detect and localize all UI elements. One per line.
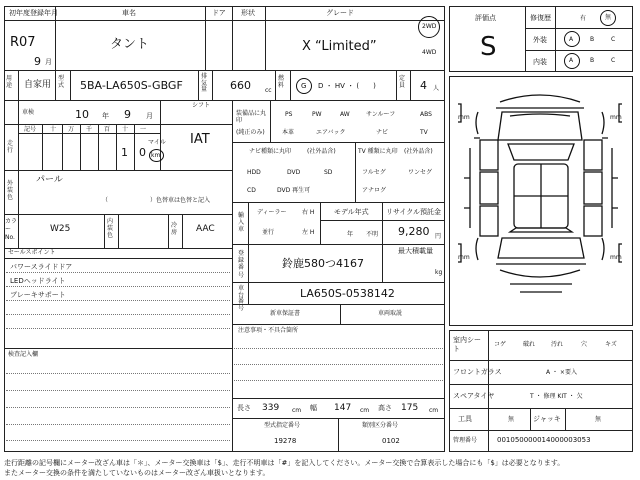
sales-point-label: セールスポイント <box>8 249 56 256</box>
type-no-label: 型式指定番号 <box>264 422 301 429</box>
import-left[interactable]: 左 H <box>302 229 315 236</box>
door-label: ドア <box>212 9 226 17</box>
spare-label: スペアタイヤ <box>453 392 495 400</box>
exterior-color: パール <box>36 175 63 185</box>
length-value: 339 <box>262 403 280 413</box>
interior-score-label: 内装 <box>533 58 547 66</box>
recycle-unit: 円 <box>435 233 442 240</box>
fuel-g: G <box>301 82 307 90</box>
tools-label: 工具 <box>458 415 472 423</box>
mileage-col-label: 一 <box>140 126 147 133</box>
inspection-year-unit: 年 <box>102 112 109 120</box>
equip-aw[interactable]: AW <box>340 111 350 118</box>
sales-point-item: パワースライドドア <box>10 263 73 271</box>
seat-item[interactable]: 穴 <box>581 341 588 348</box>
fuel-label: 燃料 <box>278 75 285 90</box>
capacity-value: 4 <box>420 79 427 92</box>
import-dealer[interactable]: ディーラー <box>257 209 287 216</box>
max-load-unit: kg <box>435 269 443 276</box>
mileage-col-label: 万 <box>68 126 75 133</box>
spare-value[interactable]: T ・ 修理 KIT ・ 欠 <box>530 393 583 400</box>
model-year-unit: 年 <box>347 231 354 238</box>
sales-point-item: ブレーキサポート <box>10 291 66 299</box>
class-no-value: 0102 <box>382 437 400 445</box>
first-reg-month: 9 <box>34 55 41 68</box>
navi-sd[interactable]: SD <box>324 169 333 176</box>
equip-abs[interactable]: ABS <box>420 111 432 118</box>
first-reg-label: 初年度登録年月 <box>9 9 58 17</box>
exterior-a[interactable]: A <box>569 36 574 43</box>
repair-yes[interactable]: 有 <box>580 15 587 22</box>
chassis-value: LA650S-0538142 <box>300 287 395 300</box>
first-reg-year: R07 <box>10 35 36 50</box>
model-year-value: 不明 <box>366 231 379 238</box>
inspector-label: 検査記入欄 <box>8 351 39 358</box>
type-no-value: 19278 <box>274 437 297 445</box>
height-value: 175 <box>401 403 419 413</box>
drive-4wd: 4WD <box>422 49 437 56</box>
tv-title-note: (社外品含) <box>404 148 433 155</box>
exterior-b[interactable]: B <box>590 36 595 43</box>
height-unit: cm <box>429 407 439 414</box>
inspection-month-unit: 月 <box>146 112 153 120</box>
mileage-col-label: 十 <box>50 126 57 133</box>
width-unit: cm <box>360 407 370 414</box>
jack-value[interactable]: 無 <box>595 416 602 423</box>
management-value: 001050000014000003053 <box>497 436 591 444</box>
ac-label: 冷房 <box>171 222 178 237</box>
equip-airbag[interactable]: エアバック <box>316 129 346 136</box>
model-type-label: 型式 <box>58 75 65 90</box>
tread-depth-label: mm <box>458 114 470 121</box>
tv-fullseg[interactable]: フルセグ <box>362 169 386 176</box>
repair-label: 修復歴 <box>530 14 551 22</box>
shift-label: シフト <box>192 102 211 109</box>
purpose-value: 自家用 <box>24 80 52 90</box>
seat-item[interactable]: コゲ <box>494 341 507 348</box>
import-right[interactable]: 右 H <box>302 209 315 216</box>
interior-seat-label: 室内シート <box>453 336 481 354</box>
jack-label: ジャッキ <box>533 415 561 423</box>
shift-value: IAT <box>190 132 210 147</box>
interior-a[interactable]: A <box>569 57 574 64</box>
equipment-title: 装備品に丸印 <box>236 110 267 125</box>
interior-c[interactable]: C <box>611 57 616 64</box>
equipment-title-note: (純正のみ) <box>236 129 265 136</box>
doc-warranty[interactable]: 新車保証書 <box>270 310 301 317</box>
plate-value: 鈴鹿580つ4167 <box>282 257 364 270</box>
inspection-month: 9 <box>124 108 131 121</box>
seat-item[interactable]: 破れ <box>523 341 536 348</box>
equip-leather[interactable]: 本革 <box>282 129 295 136</box>
navi-hdd[interactable]: HDD <box>247 169 261 176</box>
fuel-others: D ・ HV ・ ( ) <box>318 82 376 90</box>
windshield-value[interactable]: A ・ ×要入 <box>546 369 577 376</box>
tread-depth-label: mm <box>458 254 470 261</box>
exterior-score-label: 外装 <box>533 36 547 44</box>
mileage-unit-km: km <box>151 152 161 159</box>
management-label: 管理番号 <box>453 437 478 444</box>
navi-dvd[interactable]: DVD <box>287 169 301 176</box>
footer-note-1: 走行距離の記号欄にメーター改ざん車は「＊」、メーター交換車は「$」、走行不明車は「#」を記入してください。メーター交換で合算表示した場合にも「$」は必要となります。 <box>4 459 565 467</box>
repair-no[interactable]: 無 <box>605 14 612 21</box>
model-name: タント <box>110 37 150 52</box>
displacement-unit: cc <box>265 87 272 94</box>
mileage-unit-mile: マイル <box>148 139 166 146</box>
max-load-label: 最大積載量 <box>398 247 433 255</box>
tv-analog[interactable]: アナログ <box>362 187 387 194</box>
tools-value[interactable]: 無 <box>508 416 515 423</box>
windshield-label: フロントガラス <box>453 368 502 376</box>
class-no-label: 類別区分番号 <box>362 422 399 429</box>
capacity-unit: 人 <box>433 85 440 92</box>
equip-tv[interactable]: TV <box>420 129 428 136</box>
first-reg-month-unit: 月 <box>45 58 52 66</box>
score-label: 評価点 <box>475 14 496 22</box>
footer-note-2: またメーター交換の条件を満たしていないものはメーター改ざん車扱いとなります。 <box>4 469 270 477</box>
grade-label: グレード <box>326 9 354 17</box>
exterior-note: （ ）色替車は色替と記入 <box>102 197 211 204</box>
equip-navi[interactable]: ナビ <box>376 129 389 136</box>
import-label: 輸入車 <box>238 212 245 234</box>
import-parallel[interactable]: 並行 <box>262 229 275 236</box>
mileage-col-label: 百 <box>104 126 111 133</box>
seat-item[interactable]: キズ <box>605 341 617 348</box>
interior-b[interactable]: B <box>590 57 595 64</box>
width-value: 147 <box>334 403 352 413</box>
tread-depth-label: mm <box>610 114 622 121</box>
interior-color-label: 内装色 <box>107 218 114 240</box>
model-year-label: モデル年式 <box>334 208 369 216</box>
navi-dvd-play[interactable]: DVD 再生可 <box>277 187 311 194</box>
equip-ps[interactable]: PS <box>285 111 293 118</box>
shape-label: 形状 <box>241 9 255 17</box>
caution-label: 注意事項・不具合箇所 <box>238 327 299 334</box>
height-label: 高さ <box>378 404 392 412</box>
grade-value: X “Limited” <box>302 39 377 54</box>
tv-oneseg[interactable]: ワンセグ <box>408 169 433 176</box>
equip-sunroof[interactable]: サンルーフ <box>366 111 396 118</box>
mileage-col-label: 記号 <box>24 126 37 133</box>
tread-depth-label: mm <box>610 254 622 261</box>
chassis-label: 車台番号 <box>238 285 245 312</box>
mileage-label: 走行 <box>7 140 14 155</box>
exterior-c[interactable]: C <box>611 36 616 43</box>
inspection-year: 10 <box>75 108 89 121</box>
mileage-col-label: 千 <box>86 126 93 133</box>
ac-value: AAC <box>196 224 215 234</box>
tv-title: TV 種類に丸印 <box>358 148 398 155</box>
recycle-label: リサイクル預託金 <box>386 208 442 216</box>
navi-title: ナビ種類に丸印 <box>249 148 292 155</box>
displacement-label: 排気量 <box>201 73 208 94</box>
width-label: 幅 <box>310 404 317 412</box>
score-value: S <box>480 32 497 62</box>
color-no-label: カラーNo. <box>5 218 18 241</box>
exterior-label: 外装色 <box>7 180 14 202</box>
model-type-value: 5BA-LA650S-GBGF <box>80 79 183 92</box>
length-label: 長さ <box>237 404 251 412</box>
displacement-value: 660 <box>230 79 251 92</box>
plate-label: 登録番号 <box>238 250 245 279</box>
mileage-digit: 0 <box>139 146 146 159</box>
navi-cd[interactable]: CD <box>247 187 256 194</box>
doc-manual[interactable]: 車両取説 <box>378 310 403 317</box>
purpose-label: 用途 <box>6 75 13 90</box>
drive-2wd: 2WD <box>422 23 437 30</box>
car-body-diagram <box>450 78 632 324</box>
length-unit: cm <box>292 407 302 414</box>
equip-pw[interactable]: PW <box>312 111 322 118</box>
recycle-value: 9,280 <box>398 225 430 238</box>
sales-point-item: LEDヘッドライト <box>10 277 66 285</box>
mileage-digit: 1 <box>121 146 128 159</box>
mileage-col-label: 十 <box>122 126 129 133</box>
capacity-label: 定員 <box>399 75 406 90</box>
color-no-value: W25 <box>50 224 71 234</box>
inspection-label: 車検 <box>22 109 35 116</box>
seat-item[interactable]: 汚れ <box>551 341 564 348</box>
model-name-label: 車名 <box>122 9 136 17</box>
navi-title-note: (社外品含) <box>307 148 336 155</box>
